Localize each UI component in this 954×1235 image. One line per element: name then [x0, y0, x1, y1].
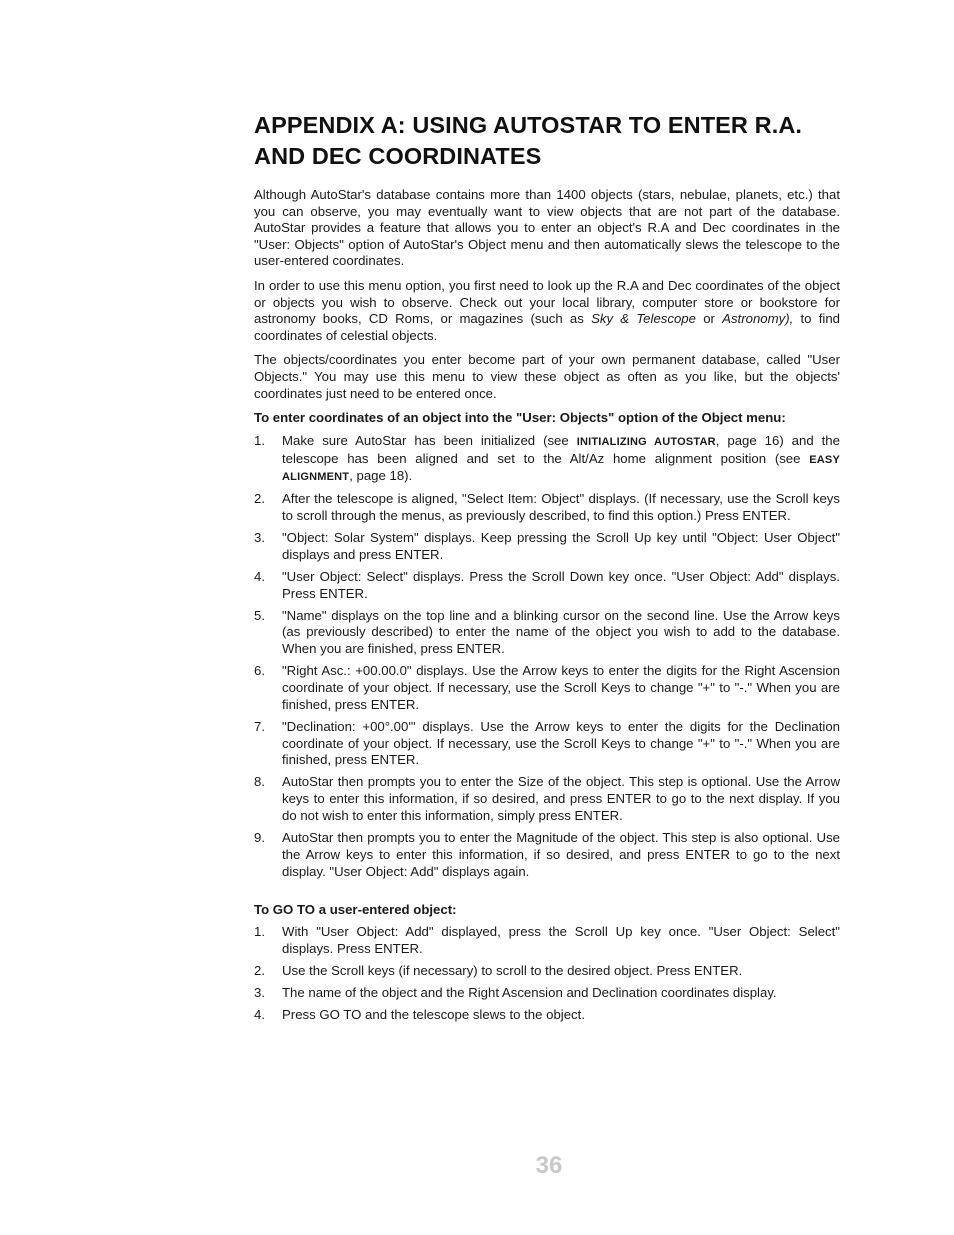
list-item — [254, 491, 840, 525]
list-item — [254, 433, 840, 486]
goto-steps-list — [254, 924, 840, 1024]
list-item — [254, 1007, 840, 1024]
step-text: The name of the object and the Right Ascension and Declination coordinates display. — [282, 984, 777, 1000]
step-number: 6. — [254, 663, 265, 679]
list-item — [254, 985, 840, 1002]
intro-p2-text-c: to find coordinates of celestial objects. — [254, 311, 840, 343]
list-item — [254, 774, 840, 824]
list-item — [254, 530, 840, 564]
step-text: Make sure AutoStar has been initialized (see — [282, 432, 577, 448]
step-text: , page 18). — [349, 468, 413, 484]
step-number: 3. — [254, 984, 265, 1000]
step-number: 1. — [254, 432, 265, 448]
intro-paragraph-1: Although AutoStar's database contains more than 1400 objects (stars, nebulae, planets, etc.) that you can observe, you may eventually want to view objects that are not part of the database. AutoStar provides a feature that allows you to enter an object's R.A and Dec coordinates in the "User: Objects" option of AutoStar's Object menu and then automatically slews the telescope to the user-entered coordinates. — [254, 187, 840, 269]
list-item — [254, 963, 840, 980]
step-text: "Declination: +00°.00'" displays. Use the Arrow keys to enter the digits for the Declination coordinate of your object. If necessary, use the Scroll Keys to change "+" to "-." When you are finished, press ENTER. — [282, 718, 840, 768]
step-number: 2. — [254, 962, 265, 978]
step-text: , page 16) and the telescope has been aligned and set to the Alt/Az home alignment position (see — [282, 432, 840, 466]
step-text: After the telescope is aligned, "Select Item: Object" displays. (If necessary, use the Scroll keys to scroll through the menus, as previously described, to find this option.) Press ENTER. — [282, 491, 840, 524]
list-item — [254, 719, 840, 769]
step-number: 2. — [254, 491, 265, 507]
enter-steps-list — [254, 433, 840, 881]
section-spacer — [254, 886, 840, 902]
goto-section-heading: To GO TO a user-entered object: — [254, 901, 457, 917]
step-text: "Right Asc.: +00.00.0" displays. Use the Arrow keys to enter the digits for the Right Ascension coordinate of your object. If necessary, use the Scroll Keys to change "+" to "-." When you are finished, press ENTER. — [282, 663, 840, 712]
intro-paragraph-3: The objects/coordinates you enter become part of your own permanent database, called "User Objects." You may use this menu to view these object as often as you like, but the objects' coordinates just need to be entered once. — [254, 352, 840, 401]
step-number: 3. — [254, 530, 265, 546]
intro-p2-text-a: In order to use this menu option, you first need to look up the R.A and Dec coordinates of the object or objects you wish to observe. Check out your local library, computer store or bookstore for astronomy books, CD Roms, or magazines (such as — [254, 277, 840, 327]
page-title-line1: APPENDIX A: USING AUTOSTAR TO ENTER R.A. — [254, 112, 803, 138]
intro-p2-text-b: or — [695, 311, 723, 327]
step-text: AutoStar then prompts you to enter the Magnitude of the object. This step is also optional. Use the Arrow keys to enter this information, if so desired, and press ENTER to go to the next display. "User Object: Add" displays again. — [282, 829, 840, 879]
page-number: 36 — [535, 1152, 563, 1179]
step-text: "User Object: Select" displays. Press the Scroll Down key once. "User Object: Add" displays. Press ENTER. — [282, 568, 840, 601]
step-text: Press GO TO and the telescope slews to the object. — [282, 1006, 585, 1022]
step-text: AutoStar then prompts you to enter the Size of the object. This step is optional. Use the Arrow keys to enter this information, if so desired, and press ENTER to go to the next display. If you do not wish to enter this information, simply press ENTER. — [282, 774, 840, 823]
cross-reference-initializing: INITIALIZING AUTOSTAR — [576, 435, 716, 448]
list-item — [254, 830, 840, 880]
list-item — [254, 924, 840, 958]
document-page — [254, 110, 840, 1029]
step-number: 9. — [254, 829, 265, 845]
page-title-line2: AND DEC COORDINATES — [254, 143, 542, 169]
list-item — [254, 569, 840, 603]
cross-reference-easy-alignment: EASY ALIGNMENT — [282, 453, 840, 484]
list-item — [254, 663, 840, 713]
step-text: Use the Scroll keys (if necessary) to scroll to the desired object. Press ENTER. — [282, 962, 743, 978]
page-title — [254, 110, 840, 172]
step-text: With "User Object: Add" displayed, press the Scroll Up key once. "User Object: Select" displays. Press ENTER. — [282, 924, 840, 956]
step-number: 1. — [254, 924, 265, 940]
step-text: "Object: Solar System" displays. Keep pressing the Scroll Up key until "Object: User Object" displays and press ENTER. — [282, 530, 840, 562]
intro-p2-magazine-2: Astronomy), — [722, 311, 794, 327]
step-number: 5. — [254, 607, 265, 623]
step-text: "Name" displays on the top line and a blinking cursor on the second line. Use the Arrow keys (as previously described) to enter the name of the object you wish to add to the database. When you are finished, press ENTER. — [282, 607, 840, 657]
step-number: 4. — [254, 568, 265, 584]
step-number: 8. — [254, 774, 265, 790]
enter-section-heading: To enter coordinates of an object into the "User: Objects" option of the Object menu: — [254, 410, 786, 426]
step-number: 7. — [254, 718, 265, 734]
list-item — [254, 608, 840, 658]
intro-p2-magazine-1: Sky & Telescope — [591, 311, 696, 327]
intro-paragraph-2 — [254, 278, 840, 344]
step-number: 4. — [254, 1006, 265, 1022]
